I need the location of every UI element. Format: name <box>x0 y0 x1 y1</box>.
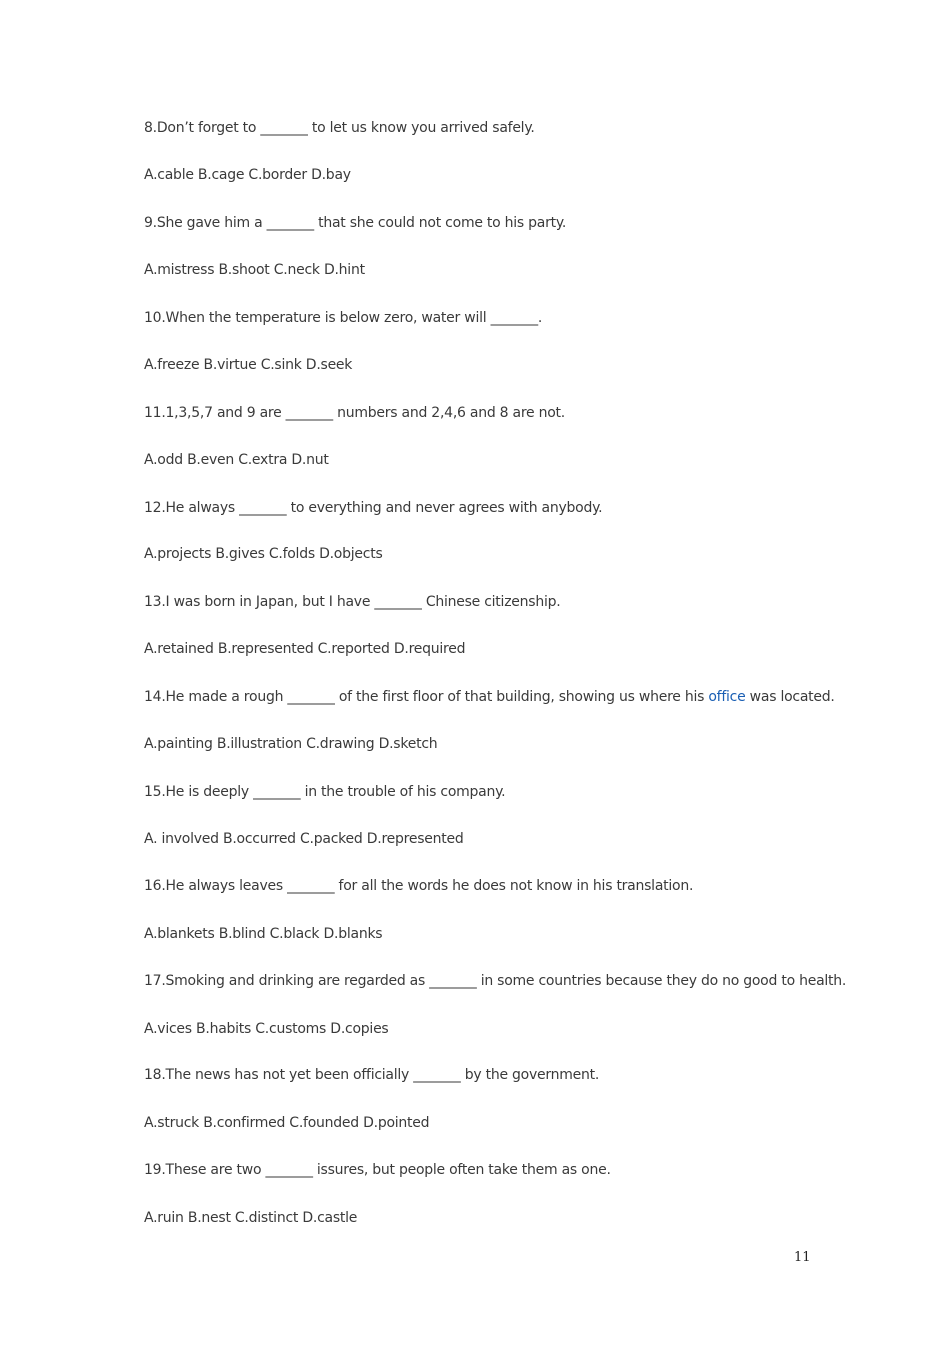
options-18: A.struck B.confirmed C.founded D.pointed <box>144 1115 430 1131</box>
question-8: 8.Don’t forget to _______ to let us know you arrived safely. <box>144 120 535 136</box>
question-12: 12.He always _______ to everything and never agrees with anybody. <box>144 500 603 516</box>
question-18: 18.The news has not yet been officially _______ by the government. <box>144 1067 600 1083</box>
question-14-text-after: was located. <box>745 689 835 705</box>
question-9: 9.She gave him a _______ that she could not come to his party. <box>144 215 567 231</box>
options-13: A.retained B.represented C.reported D.required <box>144 641 466 657</box>
question-14-text-before: 14.He made a rough _______ of the first floor of that building, showing us where his <box>144 689 709 705</box>
options-9: A.mistress B.shoot C.neck D.hint <box>144 262 365 278</box>
page-number: 11 <box>794 1250 811 1265</box>
options-8: A.cable B.cage C.border D.bay <box>144 167 351 183</box>
question-11: 11.1,3,5,7 and 9 are _______ numbers and 2,4,6 and 8 are not. <box>144 405 565 421</box>
question-16: 16.He always leaves _______ for all the words he does not know in his translation. <box>144 878 694 894</box>
options-14: A.painting B.illustration C.drawing D.sketch <box>144 736 438 752</box>
question-10: 10.When the temperature is below zero, water will _______. <box>144 310 543 326</box>
options-12: A.projects B.gives C.folds D.objects <box>144 546 383 562</box>
options-19: A.ruin B.nest C.distinct D.castle <box>144 1210 358 1226</box>
question-14 <box>144 688 835 706</box>
options-17: A.vices B.habits C.customs D.copies <box>144 1021 389 1037</box>
options-15: A. involved B.occurred C.packed D.represented <box>144 831 464 847</box>
office-link[interactable]: office <box>708 689 746 705</box>
options-16: A.blankets B.blind C.black D.blanks <box>144 926 383 942</box>
question-19: 19.These are two _______ issures, but people often take them as one. <box>144 1162 611 1178</box>
options-10: A.freeze B.virtue C.sink D.seek <box>144 357 353 373</box>
options-11: A.odd B.even C.extra D.nut <box>144 452 329 468</box>
question-17: 17.Smoking and drinking are regarded as _______ in some countries because they do no good to health. <box>144 973 847 989</box>
question-15: 15.He is deeply _______ in the trouble of his company. <box>144 784 506 800</box>
question-13: 13.I was born in Japan, but I have _______ Chinese citizenship. <box>144 594 561 610</box>
